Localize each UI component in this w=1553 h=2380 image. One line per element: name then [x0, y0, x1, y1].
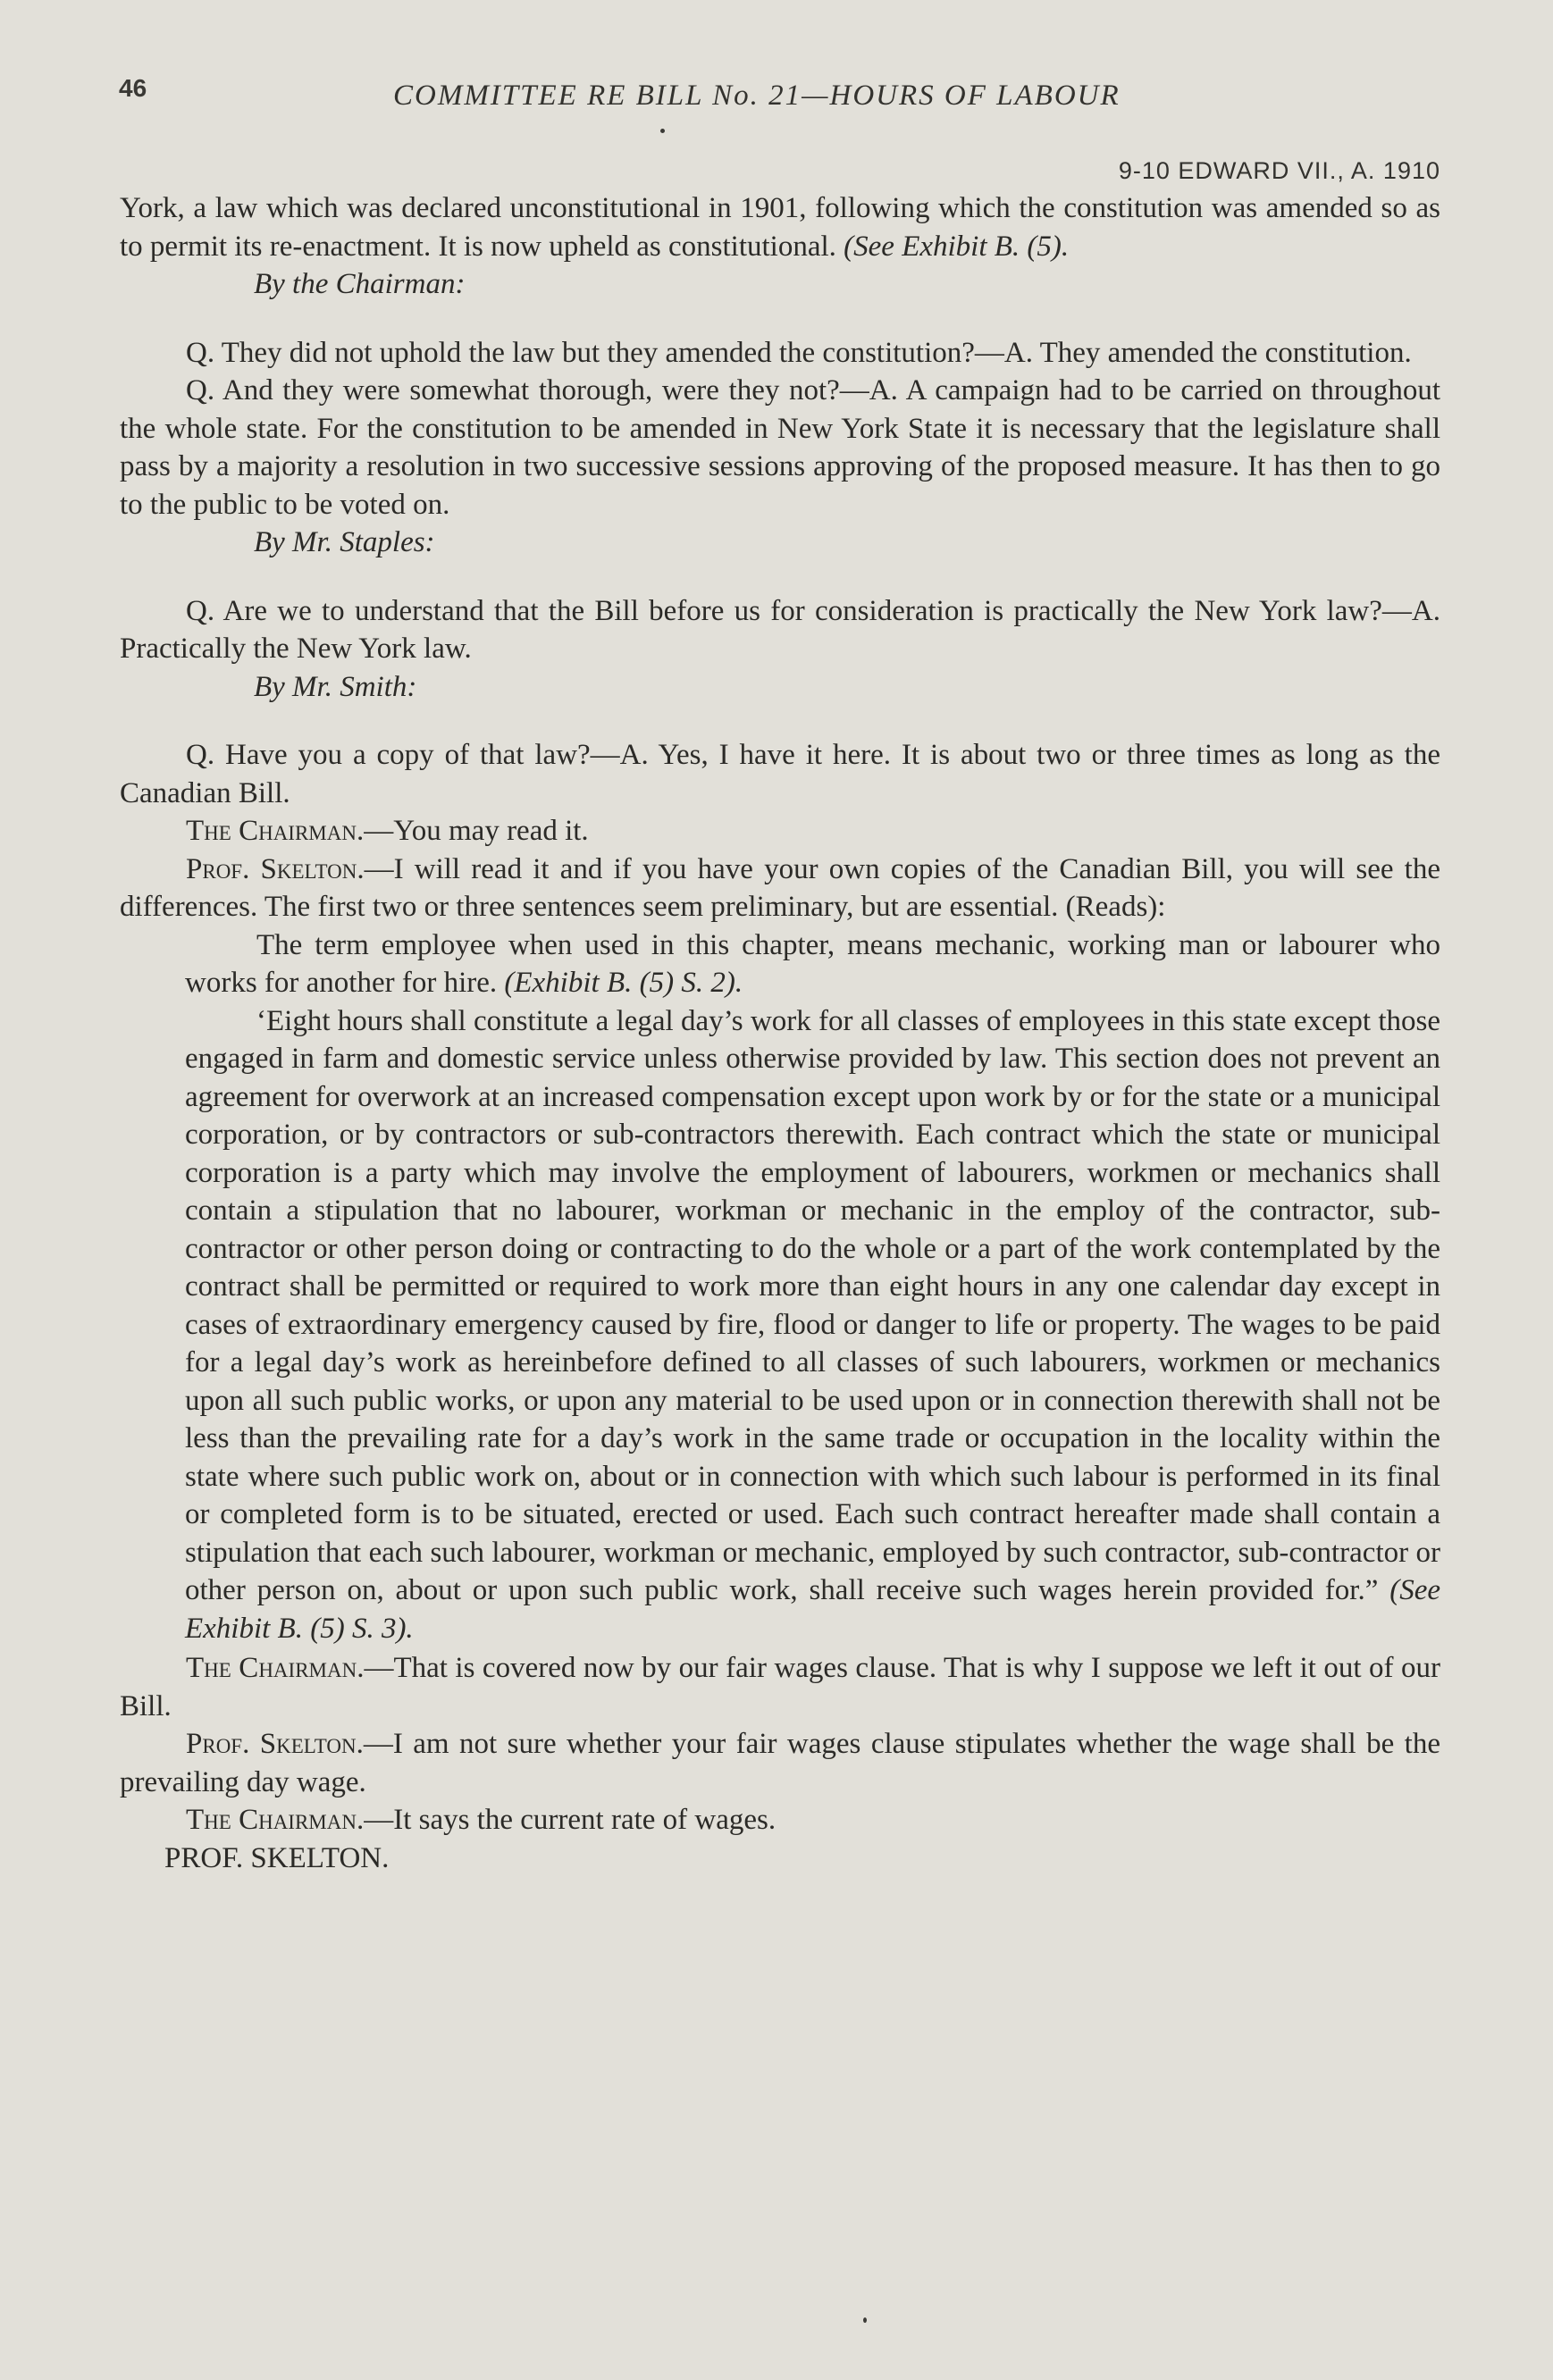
- edition-label: 9-10 EDWARD VII., A. 1910: [1118, 157, 1440, 184]
- quoted-law: [120, 926, 1440, 1648]
- quoted-paragraph: [185, 1002, 1440, 1648]
- quoted-paragraph: [185, 926, 1440, 1002]
- body-text: [120, 189, 1440, 1877]
- speaker-name: The Chairman.: [186, 1652, 365, 1684]
- quoted-text: ‘Eight hours shall constitute a legal day’s work for all classes of employees in this state except those engaged in farm and domestic service unless otherwise provided by law. This section does not prevent an agreement for overwork at an increased compensation except upon work by or for the state or a municipal corporation, or by contractors or sub-contractors therewith. Each contract which the state or municipal corporation is a party which may involve the employment of labourers, workmen or mechanics shall contain a stipulation that no labourer, workman or mechanic in the employ of the contractor, sub-contractor or other person doing or contracting to do the whole or a part of the work contemplated by the contract shall be permitted or required to work more than eight hours in any one calendar day except in cases of extraordinary emergency caused by fire, flood or danger to life or property. The wages to be paid for a legal day’s work as hereinbefore defined to all classes of such labourers, workmen or mechanics upon all such public works, or upon any material to be used upon or in connection therewith shall not be less than the prevailing rate for a day’s work in the same trade or occupation in the locality within the state where such public work on, about or in connection with which such labour is performed in its final or completed form is to be situated, erected or used. Each such contract hereafter made shall contain a stipulation that each such labourer, workman or mechanic, employed by such contractor, sub-contractor or other person on, about or upon such public work, shall receive such wages herein provided for.”: [185, 1004, 1440, 1606]
- examiner-heading: By Mr. Staples:: [254, 526, 435, 558]
- speech-text: —You may read it.: [364, 815, 589, 847]
- speech-text: —That is covered now by our fair wages clause. That is why I suppose we left it out of our Bill.: [120, 1652, 1440, 1722]
- speech-text: —It says the current rate of wages.: [364, 1804, 776, 1836]
- speech: [120, 1801, 1440, 1839]
- speech: [120, 1649, 1440, 1725]
- question-answer: Q. Are we to understand that the Bill before us for consideration is practically the New York law?—A. Practically the New York law.: [120, 594, 1440, 665]
- question-answer: Q. They did not uphold the law but they amended the constitution?—A. They amended the constitution.: [186, 336, 1412, 369]
- print-speck: [863, 2317, 867, 2323]
- print-speck: [660, 129, 665, 133]
- exhibit-reference: (See Exhibit B. (5) S. 3).: [185, 1574, 1440, 1645]
- examiner-heading: By the Chairman:: [254, 268, 466, 300]
- speaker-name: Prof. Skelton.: [186, 1728, 364, 1760]
- speech-text: —I am not sure whether your fair wages clause stipulates whether the wage shall be the prevailing day wage.: [120, 1728, 1440, 1798]
- speech-text: —I will read it and if you have your own copies of the Canadian Bill, you will see the differences. The first two or three sentences seem preliminary, but are essential. (Reads):: [120, 852, 1441, 923]
- speech: [120, 812, 1440, 851]
- page-number: 46: [119, 74, 147, 102]
- examiner-heading: By Mr. Smith:: [254, 670, 417, 703]
- speaker-name: The Chairman.: [186, 815, 365, 847]
- exhibit-reference: (See Exhibit B. (5).: [844, 230, 1070, 263]
- question-answer: Q. Have you a copy of that law?—A. Yes, I have it here. It is about two or three times as long as the Canadian Bill.: [120, 739, 1440, 809]
- running-head: COMMITTEE RE BILL No. 21—HOURS OF LABOUR: [393, 80, 1121, 112]
- speech: [120, 851, 1440, 926]
- paragraph: [120, 189, 1440, 265]
- speech: [120, 1725, 1440, 1801]
- exhibit-reference: (Exhibit B. (5) S. 2).: [504, 967, 743, 999]
- speaker-signoff: PROF. SKELTON.: [164, 1841, 390, 1874]
- paragraph-text: York, a law which was declared unconstitutional in 1901, following which the constitution was amended so as to permit its re-enactment. It is now upheld as constitutional.: [120, 192, 1440, 263]
- question-answer: Q. And they were somewhat thorough, were they not?—A. A campaign had to be carried on throughout the whole state. For the constitution to be amended in New York State it is necessary that the legislature shall pass by a majority a resolution in two successive sessions approving of the proposed measure. It has then to go to the public to be voted on.: [120, 374, 1440, 521]
- speaker-name: The Chairman.: [186, 1804, 365, 1836]
- speaker-name: Prof. Skelton.: [186, 852, 365, 885]
- quoted-text: The term employee when used in this chapter, means mechanic, working man or labourer who works for another for hire.: [185, 928, 1440, 999]
